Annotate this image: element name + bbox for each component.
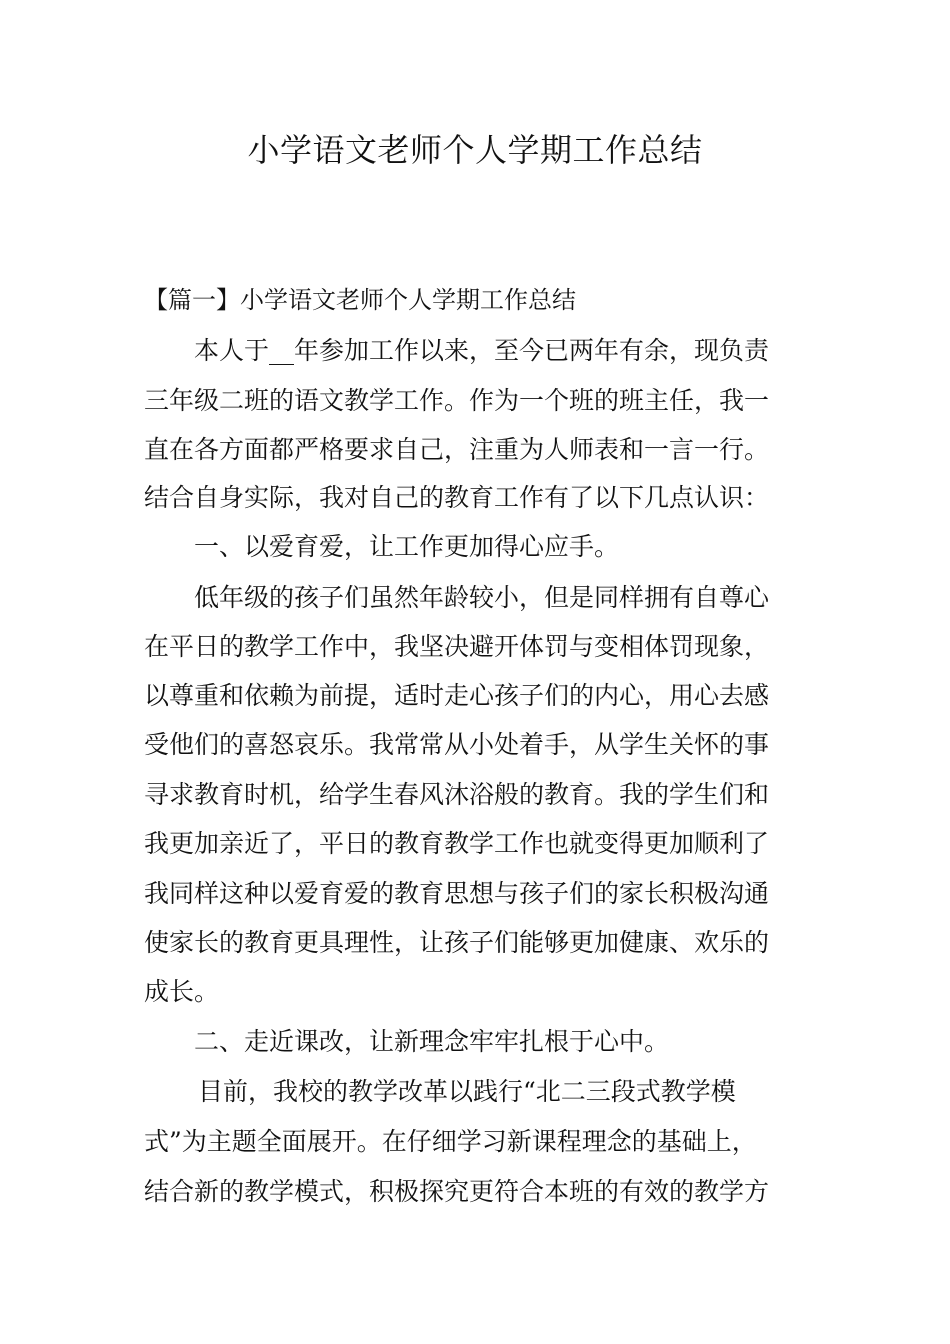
paragraph-line: 受他们的喜怒哀乐。我常常从小处着手，从学生关怀的事 bbox=[144, 730, 770, 759]
paragraph-line: 式”为主题全面展开。在仔细学习新课程理念的基础上， bbox=[144, 1127, 757, 1156]
paragraph-line: 在平日的教学工作中，我坚决避开体罚与变相体罚现象， bbox=[144, 632, 770, 661]
subheading-line: 一、以爱育爱，让工作更加得心应手。 bbox=[194, 532, 620, 561]
document-title: 小学语文老师个人学期工作总结 bbox=[247, 131, 703, 169]
paragraph-line: 直在各方面都严格要求自己，注重为人师表和一言一行。 bbox=[144, 435, 770, 464]
paragraph-line: 结合自身实际，我对自己的教育工作有了以下几点认识： bbox=[144, 483, 770, 512]
paragraph-line: 目前，我校的教学改革以践行“北二三段式教学模 bbox=[198, 1077, 736, 1106]
paragraph-line: 寻求教育时机，给学生春风沐浴般的教育。我的学生们和 bbox=[144, 780, 770, 809]
paragraph-line: 三年级二班的语文教学工作。作为一个班的班主任，我一 bbox=[144, 386, 770, 415]
subheading-line: 二、走近课改，让新理念牢牢扎根于心中。 bbox=[194, 1027, 670, 1056]
paragraph-line: 我同样这种以爱育爱的教育思想与孩子们的家长积极沟通 bbox=[144, 879, 770, 908]
paragraph-line: 使家长的教育更具理性，让孩子们能够更加健康、欢乐的 bbox=[144, 928, 770, 957]
paragraph-line: 成长。 bbox=[144, 977, 220, 1006]
paragraph-line: 结合新的教学模式，积极探究更符合本班的有效的教学方 bbox=[144, 1177, 770, 1206]
paragraph-line: 本人于__年参加工作以来，至今已两年有余，现负责 bbox=[194, 336, 770, 365]
paragraph-line: 以尊重和依赖为前提，适时走心孩子们的内心，用心去感 bbox=[144, 681, 770, 710]
paragraph-line: 我更加亲近了，平日的教育教学工作也就变得更加顺利了 bbox=[144, 829, 770, 858]
section-heading: 【篇一】小学语文老师个人学期工作总结 bbox=[144, 286, 576, 314]
paragraph-line: 低年级的孩子们虽然年龄较小，但是同样拥有自尊心 bbox=[194, 583, 770, 612]
